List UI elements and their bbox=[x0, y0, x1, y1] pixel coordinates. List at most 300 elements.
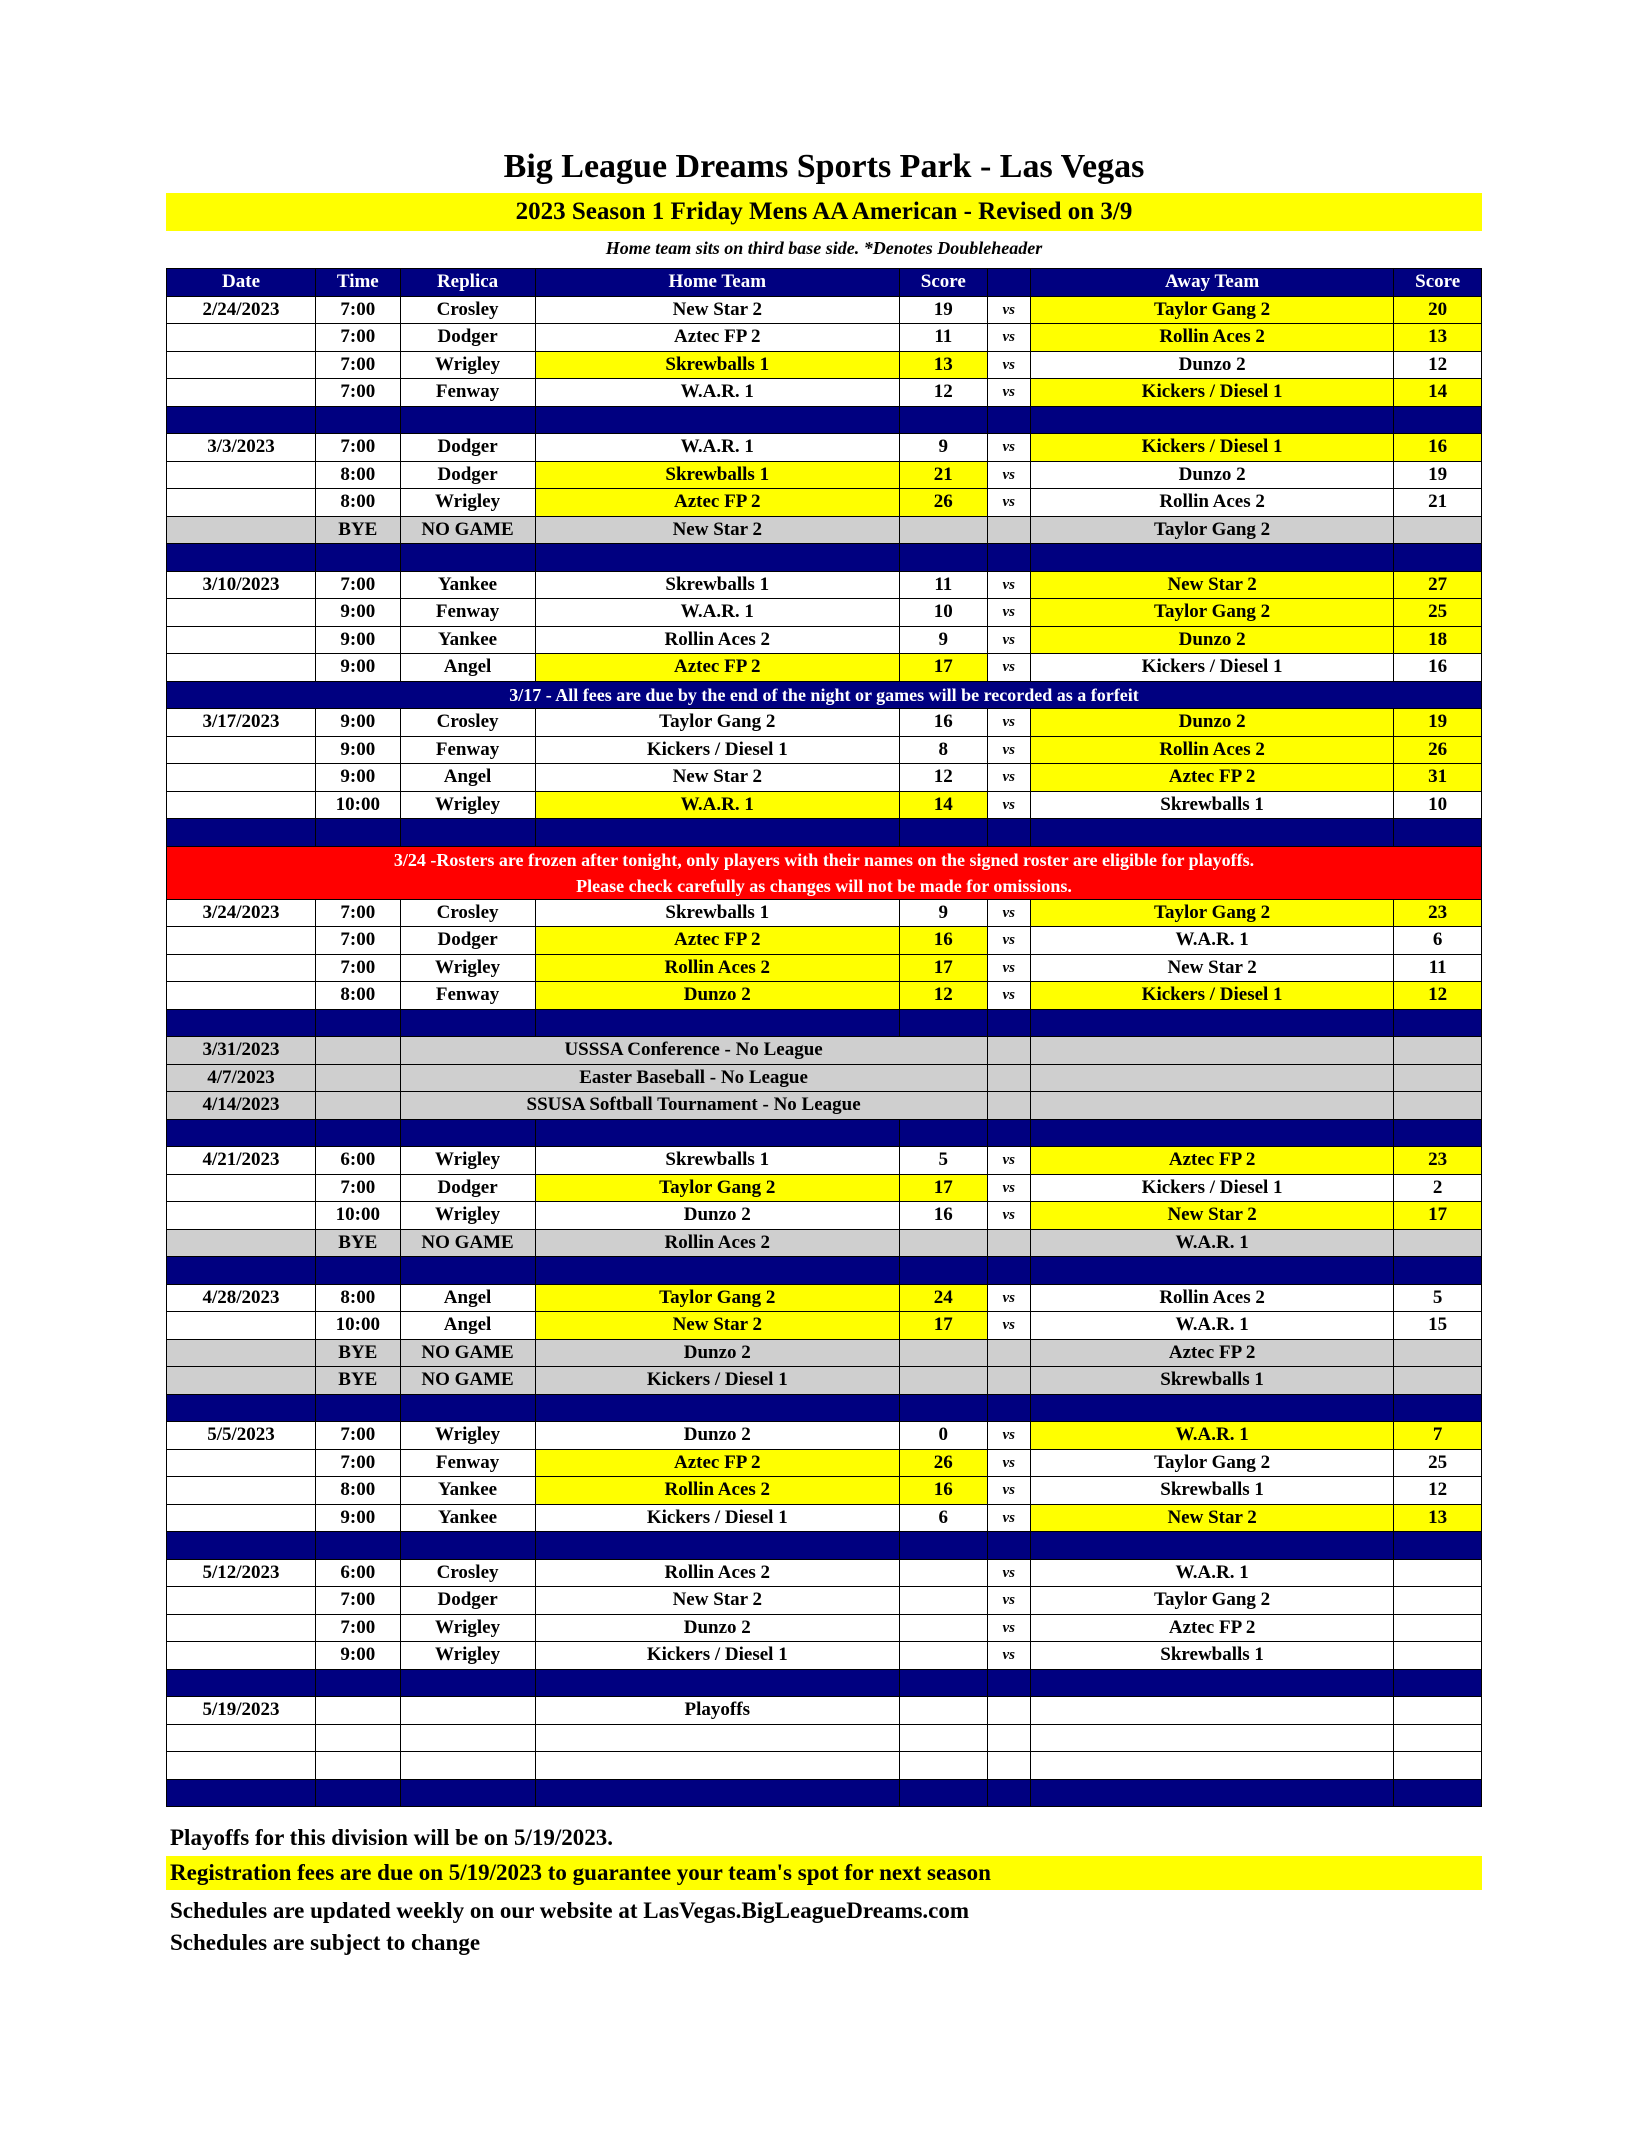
home-team-cell: Playoffs bbox=[535, 1697, 899, 1725]
home-score-cell bbox=[900, 1587, 988, 1615]
separator-cell bbox=[987, 406, 1030, 434]
field-cell: Wrigley bbox=[400, 1642, 535, 1670]
field-cell: Yankee bbox=[400, 1477, 535, 1505]
separator-row bbox=[167, 819, 1482, 847]
field-cell: Fenway bbox=[400, 982, 535, 1010]
table-row bbox=[167, 954, 1482, 982]
table-row bbox=[167, 1642, 1482, 1670]
time-cell: 8:00 bbox=[316, 461, 401, 489]
away-score-cell: 19 bbox=[1394, 461, 1482, 489]
time-cell: 9:00 bbox=[316, 709, 401, 737]
separator-row bbox=[167, 406, 1482, 434]
vs-cell: vs bbox=[987, 709, 1030, 737]
away-team-cell: New Star 2 bbox=[1030, 571, 1393, 599]
time-cell: 7:00 bbox=[316, 1422, 401, 1450]
separator-cell bbox=[900, 819, 988, 847]
time-cell: 9:00 bbox=[316, 1504, 401, 1532]
table-header-row bbox=[167, 269, 1482, 297]
home-team-cell: Skrewballs 1 bbox=[535, 899, 899, 927]
home-team-cell: Rollin Aces 2 bbox=[535, 1477, 899, 1505]
separator-cell bbox=[535, 1257, 899, 1285]
home-team-cell: Kickers / Diesel 1 bbox=[535, 1367, 899, 1395]
vs-cell: vs bbox=[987, 489, 1030, 517]
home-team-cell: New Star 2 bbox=[535, 1587, 899, 1615]
notice-cell: 3/17 - All fees are due by the end of the night or games will be recorded as a forfeit bbox=[167, 681, 1482, 709]
header-time: Time bbox=[316, 269, 401, 297]
separator-row bbox=[167, 1779, 1482, 1807]
home-team-cell: Kickers / Diesel 1 bbox=[535, 1504, 899, 1532]
away-score-cell bbox=[1394, 1339, 1482, 1367]
home-team-cell: Kickers / Diesel 1 bbox=[535, 736, 899, 764]
home-score-cell: 12 bbox=[900, 982, 988, 1010]
separator-cell bbox=[167, 819, 316, 847]
vs-cell: vs bbox=[987, 899, 1030, 927]
away-score-cell: 12 bbox=[1394, 982, 1482, 1010]
home-score-cell: 11 bbox=[900, 571, 988, 599]
vs-cell: vs bbox=[987, 1642, 1030, 1670]
away-team-cell: Taylor Gang 2 bbox=[1030, 296, 1393, 324]
date-cell: 3/10/2023 bbox=[167, 571, 316, 599]
home-team-cell: Dunzo 2 bbox=[535, 1422, 899, 1450]
field-cell: Fenway bbox=[400, 1449, 535, 1477]
no-league-row bbox=[167, 1092, 1482, 1120]
field-cell: Dodger bbox=[400, 1174, 535, 1202]
away-score-cell: 12 bbox=[1394, 1477, 1482, 1505]
header-away-score: Score bbox=[1394, 269, 1482, 297]
empty-cell bbox=[987, 1724, 1030, 1752]
home-score-cell: 12 bbox=[900, 379, 988, 407]
time-cell: 7:00 bbox=[316, 927, 401, 955]
separator-cell bbox=[535, 1009, 899, 1037]
away-score-cell bbox=[1394, 516, 1482, 544]
separator-cell bbox=[900, 544, 988, 572]
away-score-cell bbox=[1394, 1642, 1482, 1670]
page-title: Big League Dreams Sports Park - Las Vegas bbox=[503, 148, 1145, 185]
vs-cell: vs bbox=[987, 954, 1030, 982]
home-score-cell: 26 bbox=[900, 1449, 988, 1477]
away-team-cell: Aztec FP 2 bbox=[1030, 1147, 1393, 1175]
playoffs-row bbox=[167, 1697, 1482, 1725]
roster-freeze-alert-row bbox=[167, 846, 1482, 899]
vs-cell bbox=[987, 1697, 1030, 1725]
time-cell: 10:00 bbox=[316, 1312, 401, 1340]
field-cell: Wrigley bbox=[400, 1202, 535, 1230]
separator-cell bbox=[167, 1779, 316, 1807]
home-team-cell: Aztec FP 2 bbox=[535, 1449, 899, 1477]
home-team-cell: Kickers / Diesel 1 bbox=[535, 1642, 899, 1670]
time-cell: 7:00 bbox=[316, 379, 401, 407]
away-score-cell: 25 bbox=[1394, 1449, 1482, 1477]
field-cell: Dodger bbox=[400, 927, 535, 955]
date-cell bbox=[167, 791, 316, 819]
date-cell bbox=[167, 1202, 316, 1230]
date-cell bbox=[167, 764, 316, 792]
home-score-cell: 16 bbox=[900, 1202, 988, 1230]
away-team-cell: Aztec FP 2 bbox=[1030, 1339, 1393, 1367]
separator-row bbox=[167, 1532, 1482, 1560]
separator-cell bbox=[167, 1257, 316, 1285]
away-team-cell: Skrewballs 1 bbox=[1030, 1367, 1393, 1395]
away-score-cell: 27 bbox=[1394, 571, 1482, 599]
date-cell bbox=[167, 927, 316, 955]
home-score-cell: 26 bbox=[900, 489, 988, 517]
header-home-team: Home Team bbox=[535, 269, 899, 297]
home-team-cell: Taylor Gang 2 bbox=[535, 709, 899, 737]
vs-cell: vs bbox=[987, 791, 1030, 819]
home-score-cell: 14 bbox=[900, 791, 988, 819]
separator-cell bbox=[400, 1009, 535, 1037]
away-score-cell bbox=[1394, 1092, 1482, 1120]
away-team-cell: Taylor Gang 2 bbox=[1030, 1449, 1393, 1477]
table-row bbox=[167, 599, 1482, 627]
away-score-cell bbox=[1394, 1559, 1482, 1587]
vs-cell: vs bbox=[987, 1449, 1030, 1477]
separator-cell bbox=[535, 1669, 899, 1697]
date-cell bbox=[167, 982, 316, 1010]
time-cell: BYE bbox=[316, 1367, 401, 1395]
schedule-table bbox=[166, 268, 1482, 1807]
time-cell: 7:00 bbox=[316, 1174, 401, 1202]
date-cell: 4/21/2023 bbox=[167, 1147, 316, 1175]
no-league-row bbox=[167, 1064, 1482, 1092]
home-team-cell: Dunzo 2 bbox=[535, 1614, 899, 1642]
time-cell: 8:00 bbox=[316, 982, 401, 1010]
away-score-cell: 23 bbox=[1394, 899, 1482, 927]
separator-cell bbox=[1030, 544, 1393, 572]
home-score-cell: 17 bbox=[900, 1312, 988, 1340]
separator-cell bbox=[316, 1119, 401, 1147]
field-cell: Dodger bbox=[400, 434, 535, 462]
vs-cell: vs bbox=[987, 1284, 1030, 1312]
separator-cell bbox=[167, 1119, 316, 1147]
away-team-cell: Dunzo 2 bbox=[1030, 709, 1393, 737]
separator-cell bbox=[400, 819, 535, 847]
table-row bbox=[167, 1422, 1482, 1450]
separator-cell bbox=[900, 1119, 988, 1147]
empty-cell bbox=[900, 1752, 988, 1780]
home-score-cell bbox=[900, 516, 988, 544]
separator-cell bbox=[167, 1394, 316, 1422]
home-score-cell: 16 bbox=[900, 709, 988, 737]
away-score-cell bbox=[1394, 1064, 1482, 1092]
vs-cell: vs bbox=[987, 1422, 1030, 1450]
date-cell bbox=[167, 1229, 316, 1257]
separator-cell bbox=[316, 819, 401, 847]
time-cell: 6:00 bbox=[316, 1147, 401, 1175]
vs-cell: vs bbox=[987, 571, 1030, 599]
table-row bbox=[167, 434, 1482, 462]
separator-cell bbox=[987, 1009, 1030, 1037]
home-team-note: Home team sits on third base side. *Denotes Doubleheader bbox=[605, 238, 1043, 258]
separator-cell bbox=[1394, 406, 1482, 434]
separator-cell bbox=[167, 1009, 316, 1037]
home-score-cell: 16 bbox=[900, 1477, 988, 1505]
empty-cell bbox=[400, 1752, 535, 1780]
vs-cell: vs bbox=[987, 927, 1030, 955]
fees-notice-row bbox=[167, 681, 1482, 709]
date-cell bbox=[167, 516, 316, 544]
home-team-cell: Rollin Aces 2 bbox=[535, 626, 899, 654]
away-team-cell: W.A.R. 1 bbox=[1030, 1559, 1393, 1587]
home-team-cell: Skrewballs 1 bbox=[535, 571, 899, 599]
table-row bbox=[167, 764, 1482, 792]
separator-cell bbox=[316, 1257, 401, 1285]
table-row bbox=[167, 982, 1482, 1010]
vs-cell: vs bbox=[987, 1312, 1030, 1340]
away-score-cell: 20 bbox=[1394, 296, 1482, 324]
vs-cell bbox=[987, 1367, 1030, 1395]
away-score-cell: 31 bbox=[1394, 764, 1482, 792]
date-cell: 3/31/2023 bbox=[167, 1037, 316, 1065]
table-row bbox=[167, 1504, 1482, 1532]
vs-cell bbox=[987, 516, 1030, 544]
field-cell: Yankee bbox=[400, 626, 535, 654]
date-cell: 5/19/2023 bbox=[167, 1697, 316, 1725]
home-team-cell: Skrewballs 1 bbox=[535, 351, 899, 379]
table-row bbox=[167, 736, 1482, 764]
time-cell: 7:00 bbox=[316, 296, 401, 324]
away-score-cell: 17 bbox=[1394, 1202, 1482, 1230]
time-cell bbox=[316, 1697, 401, 1725]
away-team-cell: Taylor Gang 2 bbox=[1030, 899, 1393, 927]
home-team-cell: W.A.R. 1 bbox=[535, 379, 899, 407]
field-cell: Wrigley bbox=[400, 1422, 535, 1450]
separator-cell bbox=[987, 544, 1030, 572]
away-team-cell: Taylor Gang 2 bbox=[1030, 599, 1393, 627]
date-cell bbox=[167, 1449, 316, 1477]
home-score-cell: 10 bbox=[900, 599, 988, 627]
alert-cell bbox=[167, 846, 1482, 899]
field-cell: Wrigley bbox=[400, 489, 535, 517]
field-cell: Wrigley bbox=[400, 1147, 535, 1175]
home-team-cell: Rollin Aces 2 bbox=[535, 1559, 899, 1587]
home-score-cell: 13 bbox=[900, 351, 988, 379]
away-team-cell: W.A.R. 1 bbox=[1030, 1229, 1393, 1257]
home-score-cell: 16 bbox=[900, 927, 988, 955]
time-cell: 7:00 bbox=[316, 1449, 401, 1477]
separator-cell bbox=[1030, 1119, 1393, 1147]
empty-cell bbox=[167, 1724, 316, 1752]
separator-cell bbox=[316, 1669, 401, 1697]
time-cell: 7:00 bbox=[316, 571, 401, 599]
separator-cell bbox=[400, 544, 535, 572]
separator-cell bbox=[1394, 1257, 1482, 1285]
table-row bbox=[167, 791, 1482, 819]
date-cell bbox=[167, 1174, 316, 1202]
field-cell: Dodger bbox=[400, 1587, 535, 1615]
separator-row bbox=[167, 1009, 1482, 1037]
home-team-cell: Dunzo 2 bbox=[535, 1202, 899, 1230]
home-score-cell: 19 bbox=[900, 296, 988, 324]
home-score-cell: 9 bbox=[900, 626, 988, 654]
vs-cell bbox=[987, 1092, 1030, 1120]
bye-row bbox=[167, 1339, 1482, 1367]
date-cell bbox=[167, 1367, 316, 1395]
date-cell bbox=[167, 489, 316, 517]
subject-to-change-note: Schedules are subject to change bbox=[170, 1930, 481, 1955]
date-cell bbox=[167, 1339, 316, 1367]
vs-cell bbox=[987, 1037, 1030, 1065]
no-league-text-cell: USSSA Conference - No League bbox=[400, 1037, 987, 1065]
date-cell bbox=[167, 599, 316, 627]
vs-cell: vs bbox=[987, 982, 1030, 1010]
separator-cell bbox=[1394, 1779, 1482, 1807]
home-score-cell: 11 bbox=[900, 324, 988, 352]
empty-cell bbox=[535, 1752, 899, 1780]
date-cell: 4/7/2023 bbox=[167, 1064, 316, 1092]
time-cell: 9:00 bbox=[316, 654, 401, 682]
field-cell: Angel bbox=[400, 764, 535, 792]
time-cell: BYE bbox=[316, 516, 401, 544]
table-row bbox=[167, 899, 1482, 927]
vs-cell bbox=[987, 1339, 1030, 1367]
away-team-cell: Aztec FP 2 bbox=[1030, 764, 1393, 792]
home-score-cell bbox=[900, 1614, 988, 1642]
away-score-cell bbox=[1394, 1037, 1482, 1065]
table-row bbox=[167, 351, 1482, 379]
home-team-cell: Taylor Gang 2 bbox=[535, 1284, 899, 1312]
away-team-cell: Dunzo 2 bbox=[1030, 351, 1393, 379]
date-cell bbox=[167, 461, 316, 489]
separator-cell bbox=[1030, 406, 1393, 434]
time-cell: 7:00 bbox=[316, 1587, 401, 1615]
table-row bbox=[167, 1312, 1482, 1340]
alert-line-1: 3/24 -Rosters are frozen after tonight, only players with their names on the signed roster are eligible for playoffs. bbox=[393, 849, 1255, 870]
separator-cell bbox=[900, 406, 988, 434]
away-score-cell: 26 bbox=[1394, 736, 1482, 764]
separator-cell bbox=[316, 1394, 401, 1422]
away-team-cell: Rollin Aces 2 bbox=[1030, 489, 1393, 517]
time-cell: 10:00 bbox=[316, 791, 401, 819]
time-cell: BYE bbox=[316, 1339, 401, 1367]
away-team-cell: New Star 2 bbox=[1030, 1504, 1393, 1532]
header-replica: Replica bbox=[400, 269, 535, 297]
time-cell: 7:00 bbox=[316, 954, 401, 982]
date-cell bbox=[167, 954, 316, 982]
separator-cell bbox=[316, 1779, 401, 1807]
time-cell: 6:00 bbox=[316, 1559, 401, 1587]
away-team-cell: Aztec FP 2 bbox=[1030, 1614, 1393, 1642]
empty-cell bbox=[316, 1752, 401, 1780]
away-score-cell: 2 bbox=[1394, 1174, 1482, 1202]
date-cell: 5/5/2023 bbox=[167, 1422, 316, 1450]
vs-cell: vs bbox=[987, 324, 1030, 352]
field-cell: Yankee bbox=[400, 571, 535, 599]
away-team-cell: Dunzo 2 bbox=[1030, 626, 1393, 654]
date-cell bbox=[167, 736, 316, 764]
schedule-body bbox=[167, 296, 1482, 1807]
separator-cell bbox=[535, 1394, 899, 1422]
field-cell: NO GAME bbox=[400, 1339, 535, 1367]
date-cell: 3/17/2023 bbox=[167, 709, 316, 737]
table-row bbox=[167, 1174, 1482, 1202]
empty-row bbox=[167, 1724, 1482, 1752]
separator-cell bbox=[1030, 1257, 1393, 1285]
field-cell: Crosley bbox=[400, 1559, 535, 1587]
table-row bbox=[167, 626, 1482, 654]
vs-cell: vs bbox=[987, 1477, 1030, 1505]
date-cell: 3/3/2023 bbox=[167, 434, 316, 462]
table-row bbox=[167, 461, 1482, 489]
home-team-cell: Skrewballs 1 bbox=[535, 461, 899, 489]
vs-cell: vs bbox=[987, 1174, 1030, 1202]
home-team-cell: New Star 2 bbox=[535, 1312, 899, 1340]
no-league-row bbox=[167, 1037, 1482, 1065]
away-team-cell: Skrewballs 1 bbox=[1030, 1642, 1393, 1670]
separator-cell bbox=[1394, 819, 1482, 847]
field-cell: Angel bbox=[400, 654, 535, 682]
empty-cell bbox=[400, 1724, 535, 1752]
separator-cell bbox=[316, 406, 401, 434]
separator-cell bbox=[1394, 1009, 1482, 1037]
separator-cell bbox=[316, 1532, 401, 1560]
separator-cell bbox=[1394, 544, 1482, 572]
vs-cell: vs bbox=[987, 1559, 1030, 1587]
separator-cell bbox=[400, 1394, 535, 1422]
separator-cell bbox=[535, 544, 899, 572]
away-team-cell: Taylor Gang 2 bbox=[1030, 516, 1393, 544]
away-team-cell: Kickers / Diesel 1 bbox=[1030, 379, 1393, 407]
away-team-cell: New Star 2 bbox=[1030, 1202, 1393, 1230]
date-cell bbox=[167, 324, 316, 352]
home-team-cell: Dunzo 2 bbox=[535, 982, 899, 1010]
time-cell: 7:00 bbox=[316, 434, 401, 462]
home-team-cell: Aztec FP 2 bbox=[535, 654, 899, 682]
no-league-text-cell: SSUSA Softball Tournament - No League bbox=[400, 1092, 987, 1120]
away-score-cell bbox=[1394, 1697, 1482, 1725]
website-note: Schedules are updated weekly on our website at LasVegas.BigLeagueDreams.com bbox=[170, 1898, 970, 1923]
home-score-cell: 12 bbox=[900, 764, 988, 792]
separator-cell bbox=[167, 406, 316, 434]
empty-cell bbox=[900, 1724, 988, 1752]
separator-row bbox=[167, 1394, 1482, 1422]
separator-cell bbox=[535, 819, 899, 847]
field-cell: Wrigley bbox=[400, 1614, 535, 1642]
time-cell: 10:00 bbox=[316, 1202, 401, 1230]
separator-cell bbox=[400, 1532, 535, 1560]
table-row bbox=[167, 709, 1482, 737]
separator-cell bbox=[316, 1009, 401, 1037]
away-team-cell: Rollin Aces 2 bbox=[1030, 1284, 1393, 1312]
separator-cell bbox=[1030, 819, 1393, 847]
separator-cell bbox=[1394, 1532, 1482, 1560]
home-team-cell: W.A.R. 1 bbox=[535, 791, 899, 819]
date-cell: 2/24/2023 bbox=[167, 296, 316, 324]
away-team-cell: Kickers / Diesel 1 bbox=[1030, 434, 1393, 462]
bye-row bbox=[167, 1367, 1482, 1395]
away-team-cell: Skrewballs 1 bbox=[1030, 791, 1393, 819]
away-score-cell bbox=[1394, 1367, 1482, 1395]
home-score-cell bbox=[900, 1642, 988, 1670]
separator-cell bbox=[987, 1669, 1030, 1697]
table-row bbox=[167, 1477, 1482, 1505]
field-cell: Dodger bbox=[400, 461, 535, 489]
playoffs-date-note: Playoffs for this division will be on 5/19/2023. bbox=[170, 1825, 614, 1850]
table-row bbox=[167, 1559, 1482, 1587]
home-team-cell: W.A.R. 1 bbox=[535, 599, 899, 627]
vs-cell: vs bbox=[987, 1614, 1030, 1642]
separator-cell bbox=[535, 1779, 899, 1807]
vs-cell: vs bbox=[987, 654, 1030, 682]
away-score-cell: 11 bbox=[1394, 954, 1482, 982]
away-team-cell bbox=[1030, 1092, 1393, 1120]
vs-cell: vs bbox=[987, 461, 1030, 489]
away-score-cell: 21 bbox=[1394, 489, 1482, 517]
home-score-cell: 9 bbox=[900, 434, 988, 462]
date-cell bbox=[167, 1642, 316, 1670]
field-cell: Crosley bbox=[400, 296, 535, 324]
separator-row bbox=[167, 1257, 1482, 1285]
